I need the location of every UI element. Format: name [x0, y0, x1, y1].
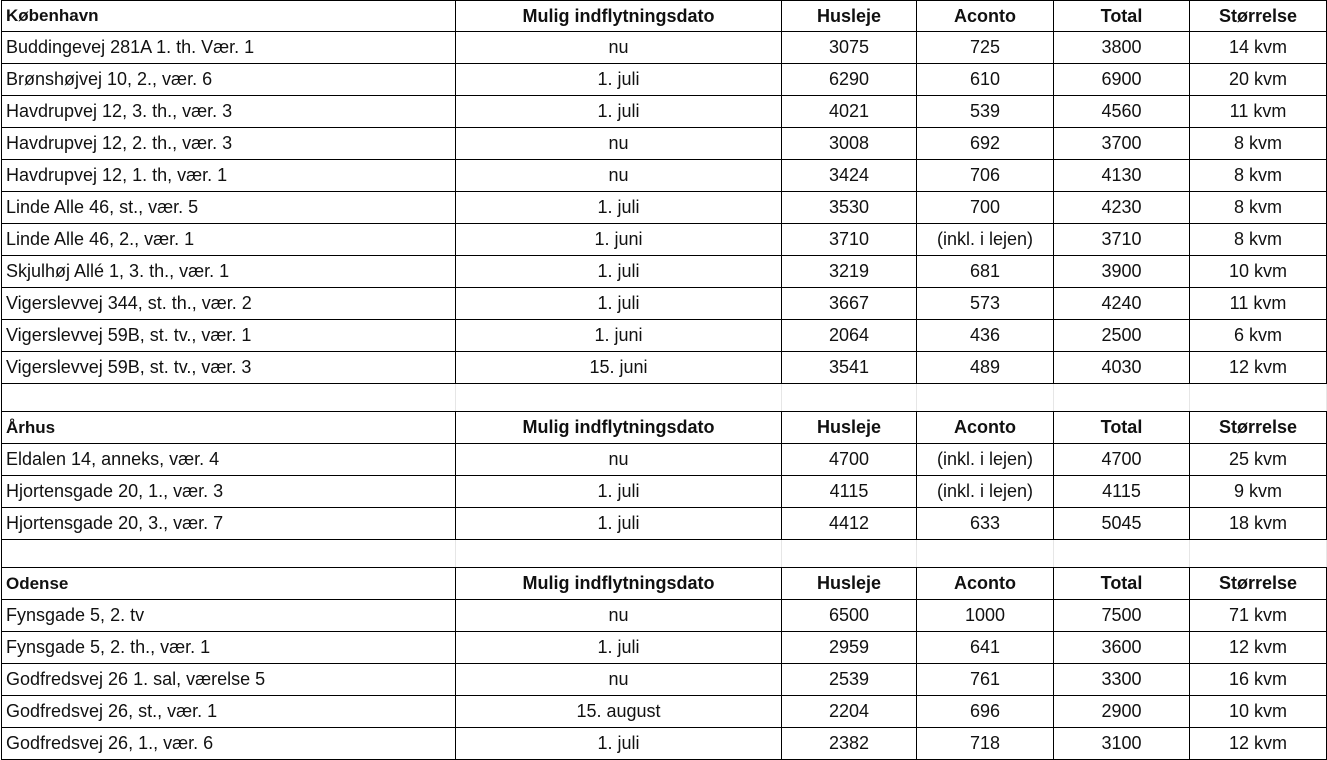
aconto-cell[interactable]: 610	[917, 64, 1054, 96]
rent-cell[interactable]: 3424	[782, 160, 917, 192]
date-cell[interactable]: 15. juni	[456, 352, 782, 384]
date-cell[interactable]: nu	[456, 32, 782, 64]
table-row	[2, 192, 1327, 224]
size-cell[interactable]: 12 kvm	[1190, 728, 1327, 760]
section-header-row	[2, 1, 1327, 32]
spacer-row	[2, 540, 1327, 568]
aconto-cell[interactable]: 700	[917, 192, 1054, 224]
rent-cell[interactable]: 4021	[782, 96, 917, 128]
section-city-cell[interactable]: København	[2, 1, 456, 32]
empty-cell[interactable]	[1190, 384, 1327, 412]
aconto-cell[interactable]: 725	[917, 32, 1054, 64]
rent-cell[interactable]: 4115	[782, 476, 917, 508]
size-cell[interactable]: 25 kvm	[1190, 444, 1327, 476]
table-row	[2, 444, 1327, 476]
address-cell[interactable]: Brønshøjvej 10, 2., vær. 6	[2, 64, 456, 96]
total-cell[interactable]: 4240	[1054, 288, 1190, 320]
rent-cell[interactable]: 2204	[782, 696, 917, 728]
size-cell[interactable]: 71 kvm	[1190, 600, 1327, 632]
empty-cell[interactable]	[2, 540, 456, 568]
section-city-cell[interactable]: Århus	[2, 412, 456, 444]
empty-cell[interactable]	[917, 384, 1054, 412]
rent-cell[interactable]: 3710	[782, 224, 917, 256]
address-cell[interactable]: Linde Alle 46, st., vær. 5	[2, 192, 456, 224]
size-cell[interactable]: 8 kvm	[1190, 160, 1327, 192]
column-header-date[interactable]: Mulig indflytningsdato	[456, 1, 782, 32]
total-cell[interactable]: 3700	[1054, 128, 1190, 160]
rent-cell[interactable]: 2064	[782, 320, 917, 352]
table-row	[2, 32, 1327, 64]
date-cell[interactable]: nu	[456, 600, 782, 632]
aconto-cell[interactable]: 681	[917, 256, 1054, 288]
size-cell[interactable]: 16 kvm	[1190, 664, 1327, 696]
empty-cell[interactable]	[1190, 540, 1327, 568]
address-cell[interactable]: Fynsgade 5, 2. tv	[2, 600, 456, 632]
total-cell[interactable]: 2900	[1054, 696, 1190, 728]
size-cell[interactable]: 12 kvm	[1190, 352, 1327, 384]
table-row	[2, 128, 1327, 160]
address-cell[interactable]: Godfredsvej 26 1. sal, værelse 5	[2, 664, 456, 696]
table-row	[2, 96, 1327, 128]
date-cell[interactable]: 1. juli	[456, 476, 782, 508]
address-cell[interactable]: Buddingevej 281A 1. th. Vær. 1	[2, 32, 456, 64]
address-cell[interactable]: Vigerslevvej 344, st. th., vær. 2	[2, 288, 456, 320]
address-cell[interactable]: Godfredsvej 26, 1., vær. 6	[2, 728, 456, 760]
address-cell[interactable]: Havdrupvej 12, 2. th., vær. 3	[2, 128, 456, 160]
table-row	[2, 320, 1327, 352]
date-cell[interactable]: 1. juni	[456, 224, 782, 256]
size-cell[interactable]: 18 kvm	[1190, 508, 1327, 540]
date-cell[interactable]: 1. juli	[456, 192, 782, 224]
address-cell[interactable]: Hjortensgade 20, 3., vær. 7	[2, 508, 456, 540]
rent-cell[interactable]: 3075	[782, 32, 917, 64]
aconto-cell[interactable]: 706	[917, 160, 1054, 192]
table-row	[2, 632, 1327, 664]
section-header-row	[2, 568, 1327, 600]
aconto-cell[interactable]: 436	[917, 320, 1054, 352]
aconto-cell[interactable]: 489	[917, 352, 1054, 384]
date-cell[interactable]: 1. juli	[456, 256, 782, 288]
rooms-table	[1, 0, 1327, 760]
empty-cell[interactable]	[456, 384, 782, 412]
rent-cell[interactable]: 3667	[782, 288, 917, 320]
total-cell[interactable]: 4560	[1054, 96, 1190, 128]
column-header-size[interactable]: Størrelse	[1190, 412, 1327, 444]
address-cell[interactable]: Linde Alle 46, 2., vær. 1	[2, 224, 456, 256]
aconto-cell[interactable]: 633	[917, 508, 1054, 540]
table-row	[2, 600, 1327, 632]
aconto-cell[interactable]: 573	[917, 288, 1054, 320]
column-header-rent[interactable]: Husleje	[782, 568, 917, 600]
column-header-date[interactable]: Mulig indflytningsdato	[456, 568, 782, 600]
empty-cell[interactable]	[782, 384, 917, 412]
table-row	[2, 288, 1327, 320]
date-cell[interactable]: 1. juli	[456, 96, 782, 128]
empty-cell[interactable]	[456, 540, 782, 568]
empty-cell[interactable]	[782, 540, 917, 568]
rent-cell[interactable]: 4700	[782, 444, 917, 476]
size-cell[interactable]: 14 kvm	[1190, 32, 1327, 64]
date-cell[interactable]: 1. juli	[456, 508, 782, 540]
total-cell[interactable]: 2500	[1054, 320, 1190, 352]
date-cell[interactable]: nu	[456, 128, 782, 160]
address-cell[interactable]: Havdrupvej 12, 1. th, vær. 1	[2, 160, 456, 192]
empty-cell[interactable]	[1054, 384, 1190, 412]
rent-cell[interactable]: 4412	[782, 508, 917, 540]
address-cell[interactable]: Skjulhøj Allé 1, 3. th., vær. 1	[2, 256, 456, 288]
aconto-cell[interactable]: 718	[917, 728, 1054, 760]
address-cell[interactable]: Eldalen 14, anneks, vær. 4	[2, 444, 456, 476]
spacer-row	[2, 384, 1327, 412]
aconto-cell[interactable]: (inkl. i lejen)	[917, 224, 1054, 256]
date-cell[interactable]: 1. juli	[456, 632, 782, 664]
section-city-cell[interactable]: Odense	[2, 568, 456, 600]
total-cell[interactable]: 3710	[1054, 224, 1190, 256]
size-cell[interactable]: 9 kvm	[1190, 476, 1327, 508]
column-header-date[interactable]: Mulig indflytningsdato	[456, 412, 782, 444]
address-cell[interactable]: Vigerslevvej 59B, st. tv., vær. 1	[2, 320, 456, 352]
aconto-cell[interactable]: (inkl. i lejen)	[917, 444, 1054, 476]
total-cell[interactable]: 6900	[1054, 64, 1190, 96]
address-cell[interactable]: Vigerslevvej 59B, st. tv., vær. 3	[2, 352, 456, 384]
section-header-row	[2, 412, 1327, 444]
size-cell[interactable]: 8 kvm	[1190, 224, 1327, 256]
rent-cell[interactable]: 2959	[782, 632, 917, 664]
total-cell[interactable]: 4130	[1054, 160, 1190, 192]
aconto-cell[interactable]: 696	[917, 696, 1054, 728]
aconto-cell[interactable]: 761	[917, 664, 1054, 696]
total-cell[interactable]: 3900	[1054, 256, 1190, 288]
date-cell[interactable]: 1. juli	[456, 288, 782, 320]
rent-cell[interactable]: 3219	[782, 256, 917, 288]
table-row	[2, 256, 1327, 288]
table-row	[2, 352, 1327, 384]
rent-cell[interactable]: 3008	[782, 128, 917, 160]
total-cell[interactable]: 4700	[1054, 444, 1190, 476]
table-row	[2, 224, 1327, 256]
total-cell[interactable]: 3600	[1054, 632, 1190, 664]
table-row	[2, 664, 1327, 696]
column-header-size[interactable]: Størrelse	[1190, 568, 1327, 600]
address-cell[interactable]: Godfredsvej 26, st., vær. 1	[2, 696, 456, 728]
column-header-aconto[interactable]: Aconto	[917, 412, 1054, 444]
rent-cell[interactable]: 3530	[782, 192, 917, 224]
table-row	[2, 476, 1327, 508]
address-cell[interactable]: Havdrupvej 12, 3. th., vær. 3	[2, 96, 456, 128]
table-row	[2, 728, 1327, 760]
table-row	[2, 160, 1327, 192]
size-cell[interactable]: 11 kvm	[1190, 288, 1327, 320]
date-cell[interactable]: 1. juli	[456, 64, 782, 96]
column-header-rent[interactable]: Husleje	[782, 412, 917, 444]
total-cell[interactable]: 3100	[1054, 728, 1190, 760]
rent-cell[interactable]: 3541	[782, 352, 917, 384]
table-row	[2, 64, 1327, 96]
date-cell[interactable]: 15. august	[456, 696, 782, 728]
size-cell[interactable]: 6 kvm	[1190, 320, 1327, 352]
total-cell[interactable]: 3300	[1054, 664, 1190, 696]
size-cell[interactable]: 12 kvm	[1190, 632, 1327, 664]
size-cell[interactable]: 11 kvm	[1190, 96, 1327, 128]
size-cell[interactable]: 10 kvm	[1190, 256, 1327, 288]
column-header-aconto[interactable]: Aconto	[917, 568, 1054, 600]
column-header-total[interactable]: Total	[1054, 1, 1190, 32]
empty-cell[interactable]	[2, 384, 456, 412]
column-header-rent[interactable]: Husleje	[782, 1, 917, 32]
size-cell[interactable]: 20 kvm	[1190, 64, 1327, 96]
size-cell[interactable]: 8 kvm	[1190, 128, 1327, 160]
aconto-cell[interactable]: 641	[917, 632, 1054, 664]
total-cell[interactable]: 5045	[1054, 508, 1190, 540]
total-cell[interactable]: 4230	[1054, 192, 1190, 224]
date-cell[interactable]: 1. juli	[456, 728, 782, 760]
date-cell[interactable]: nu	[456, 444, 782, 476]
address-cell[interactable]: Hjortensgade 20, 1., vær. 3	[2, 476, 456, 508]
column-header-total[interactable]: Total	[1054, 568, 1190, 600]
address-cell[interactable]: Fynsgade 5, 2. th., vær. 1	[2, 632, 456, 664]
aconto-cell[interactable]: 539	[917, 96, 1054, 128]
column-header-size[interactable]: Størrelse	[1190, 1, 1327, 32]
aconto-cell[interactable]: 692	[917, 128, 1054, 160]
rent-cell[interactable]: 6500	[782, 600, 917, 632]
total-cell[interactable]: 4030	[1054, 352, 1190, 384]
rent-cell[interactable]: 6290	[782, 64, 917, 96]
column-header-total[interactable]: Total	[1054, 412, 1190, 444]
date-cell[interactable]: nu	[456, 160, 782, 192]
size-cell[interactable]: 8 kvm	[1190, 192, 1327, 224]
total-cell[interactable]: 4115	[1054, 476, 1190, 508]
size-cell[interactable]: 10 kvm	[1190, 696, 1327, 728]
aconto-cell[interactable]: 1000	[917, 600, 1054, 632]
table-row	[2, 696, 1327, 728]
total-cell[interactable]: 7500	[1054, 600, 1190, 632]
rent-cell[interactable]: 2382	[782, 728, 917, 760]
empty-cell[interactable]	[1054, 540, 1190, 568]
rent-cell[interactable]: 2539	[782, 664, 917, 696]
table-row	[2, 508, 1327, 540]
date-cell[interactable]: nu	[456, 664, 782, 696]
total-cell[interactable]: 3800	[1054, 32, 1190, 64]
empty-cell[interactable]	[917, 540, 1054, 568]
aconto-cell[interactable]: (inkl. i lejen)	[917, 476, 1054, 508]
column-header-aconto[interactable]: Aconto	[917, 1, 1054, 32]
date-cell[interactable]: 1. juni	[456, 320, 782, 352]
